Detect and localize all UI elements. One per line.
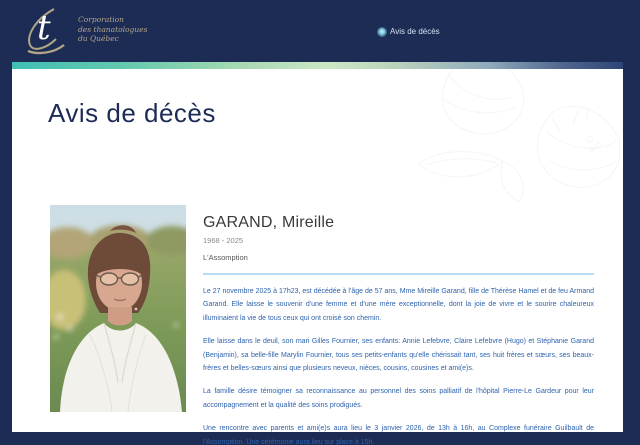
deceased-years: 1968 - 2025 (203, 236, 244, 245)
deceased-name: GARAND, Mireille (203, 214, 335, 231)
obituary-paragraph: Une rencontre avec parents et ami(e)s aura lieu le 3 janvier 2026, de 13h à 16h, au Complexe funéraire Guilbault de l'Assomption. Une cérémonie aura lieu sur place à 15h. (203, 425, 594, 445)
svg-text:t: t (37, 8, 51, 48)
org-name-line2: des thanatologues (78, 24, 148, 34)
obituary-paragraph: Elle laisse dans le deuil, son mari Gilles Fournier, ses enfants: Annie Lefebvre, Claire Lefebvre (Hugo) et Stéphanie Garand (Benjamin), sa belle-fille Marylin Fournier, tous ses petits-enfants qu'elle chérissait tant, ses huit frères et sœurs, ses beaux-frères et belles-sœurs ainsi que plusieurs neveux, nièces, cousins, cousines et ami(e)s. (203, 338, 594, 373)
site-header (0, 0, 640, 62)
divider-line (203, 273, 594, 275)
obituary-section (203, 214, 594, 445)
cdtq-logo[interactable] (24, 5, 147, 57)
page-title: Avis de décès (48, 98, 216, 128)
flower-bullet-icon (378, 28, 386, 36)
obituary-text (203, 285, 594, 445)
obituary-paragraph: La famille désire témoigner sa reconnaissance au personnel des soins palliatif de l'hôpital Pierre-Le Gardeur pour leur accompagnement et la qualité des soins prodigués. (203, 388, 594, 409)
cdtq-logo-icon (24, 5, 66, 57)
org-name-line3: du Québec (78, 34, 119, 43)
floral-watermark-decoration (408, 69, 623, 219)
content-panel (12, 62, 623, 445)
nav-item-avis-de-deces[interactable] (378, 27, 440, 36)
org-name-line1: Corporation (78, 15, 124, 24)
nav-item-label: Avis de décès (390, 27, 440, 36)
org-name (78, 15, 147, 44)
deceased-city: L'Assomption (203, 253, 248, 262)
gradient-accent-stripe (12, 62, 623, 69)
obituary-paragraph: Le 27 novembre 2025 à 17h23, est décédée à l'âge de 57 ans, Mme Mireille Garand, fille de Thérèse Hamel et de feu Armand Garand. Elle laisse le souvenir d'une femme et d'une mère exceptionnelle, dont la joie de vivre et le sourire chaleureux illuminaient la vie de tous ceux qui ont croisé son chemin. (203, 288, 594, 322)
portrait-photo (50, 205, 186, 412)
